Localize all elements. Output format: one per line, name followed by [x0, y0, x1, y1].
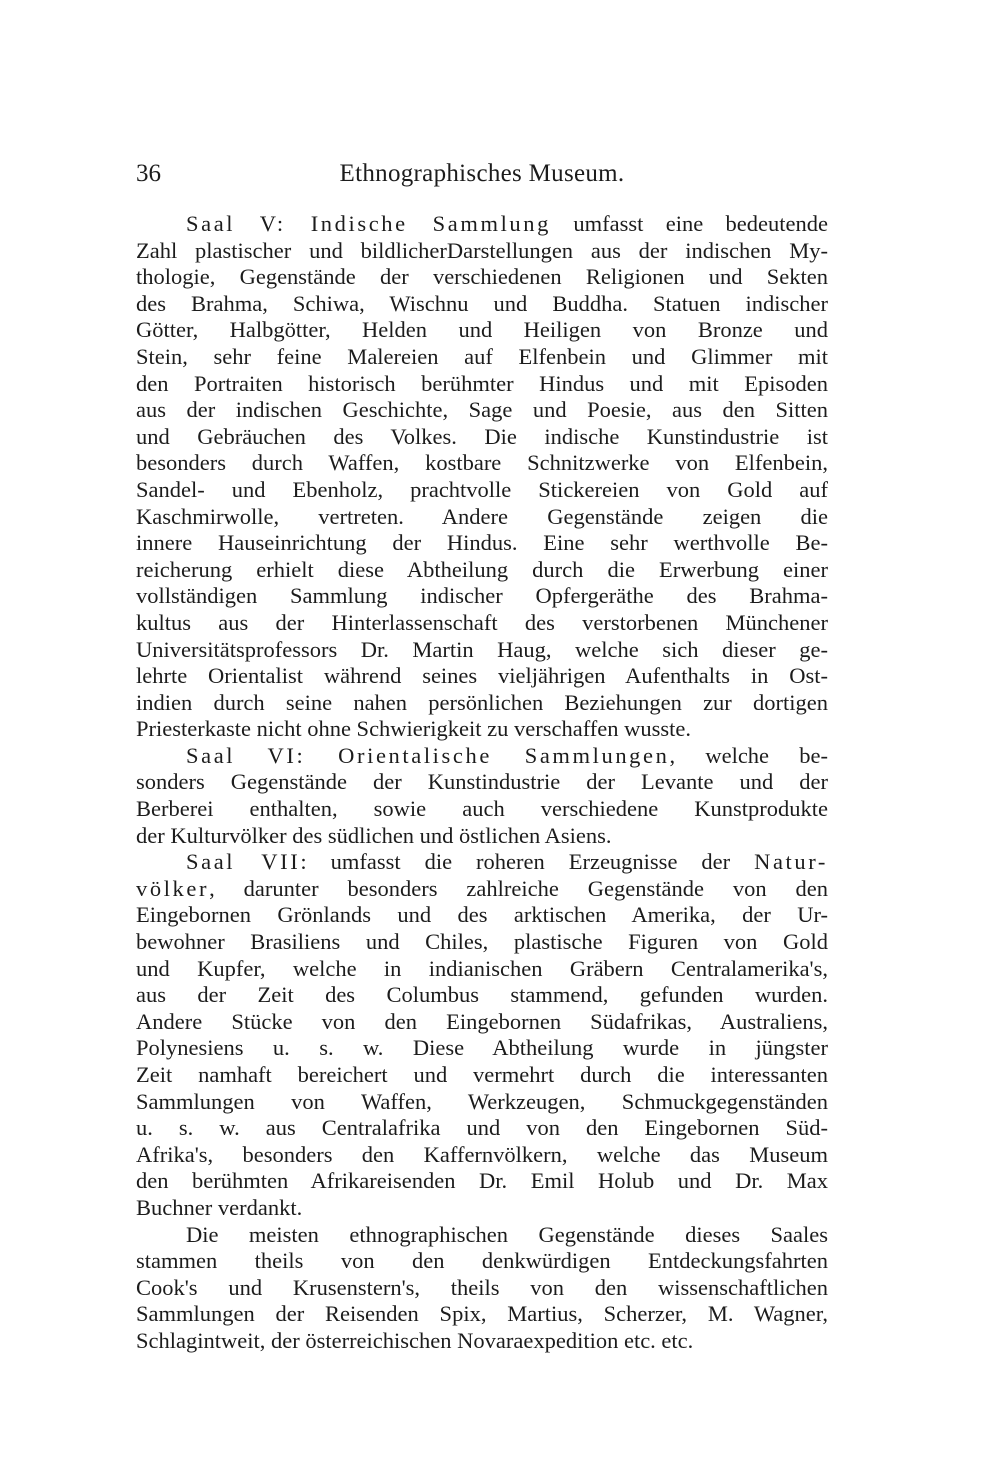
line-text: vollständigen Sammlung indischer Opfergeräthe des Brahma- [136, 583, 828, 609]
text-line [136, 1062, 828, 1089]
line-text: Eingebornen Grönlands und des arktischen Amerika, der Ur- [136, 902, 828, 928]
line-text: den Portraiten historisch berühmter Hindus und mit Episoden [136, 370, 828, 396]
line-text: u. s. w. aus Centralafrika und von den Eingebornen Süd- [136, 1115, 828, 1141]
text-line [136, 583, 828, 610]
text-line [136, 1301, 828, 1328]
text-line [136, 823, 828, 850]
text-line [136, 211, 828, 238]
text-line [136, 929, 828, 956]
text-line [136, 1328, 828, 1355]
line-text: aus der Zeit des Columbus stammend, gefunden wurden. [136, 982, 828, 1008]
text-line [136, 424, 828, 451]
text-line [136, 1222, 828, 1249]
text-line [136, 1142, 828, 1169]
line-text: lehrte Orientalist während seines vieljährigen Aufenthalts in Ost- [136, 663, 828, 689]
line-text: Stein, sehr feine Malereien auf Elfenbein und Glimmer mit [136, 343, 828, 369]
line-text: Schlagintweit, der österreichischen Novaraexpedition etc. etc. [136, 1327, 694, 1353]
line-text: Sammlungen von Waffen, Werkzeugen, Schmuckgegenständen [136, 1088, 828, 1114]
line-text: stammen theils von den denkwürdigen Entdeckungsfahrten [136, 1248, 828, 1274]
line-text: kultus aus der Hinterlassenschaft des verstorbenen Münchener [136, 609, 828, 635]
line-text: besonders durch Waffen, kostbare Schnitzwerke von Elfenbein, [136, 450, 828, 476]
running-title: Ethnographisches Museum. [339, 160, 625, 187]
line-text: Götter, Halbgötter, Helden und Heiligen von Bronze und [136, 317, 828, 343]
line-text: innere Hauseinrichtung der Hindus. Eine sehr werthvolle Be- [136, 530, 828, 556]
text-line [136, 610, 828, 637]
spaced-heading: völker [136, 875, 210, 901]
text-line [136, 876, 828, 903]
line-text: aus der indischen Geschichte, Sage und Poesie, aus den Sitten [136, 397, 828, 423]
text-line [136, 238, 828, 265]
line-text: Sandel- und Ebenholz, prachtvolle Stickereien von Gold auf [136, 476, 828, 502]
line-text: umfasst eine bedeutende [550, 211, 828, 236]
spaced-heading: Saal V: Indische Sammlung [186, 211, 551, 236]
text-line [136, 530, 828, 557]
text-line [136, 504, 828, 531]
text-line [136, 663, 828, 690]
line-text: bewohner Brasiliens und Chiles, plastische Figuren von Gold [136, 929, 828, 955]
text-line [136, 397, 828, 424]
text-line [136, 264, 828, 291]
line-text: des Brahma, Schiwa, Wischnu und Buddha. Statuen indischer [136, 290, 828, 316]
line-text: den berühmten Afrikareisenden Dr. Emil Holub und Dr. Max [136, 1168, 828, 1194]
text-line [136, 716, 828, 743]
paragraph [136, 211, 828, 743]
line-text: Afrika's, besonders den Kaffernvölkern, welche das Museum [136, 1141, 828, 1167]
line-text: sonders Gegenstände der Kunstindustrie der Levante und der [136, 769, 828, 795]
line-text: reicherung erhielt diese Abtheilung durch die Erwerbung einer [136, 556, 828, 582]
line-text: thologie, Gegenstände der verschiedenen Religionen und Sekten [136, 264, 828, 290]
text-line [136, 769, 828, 796]
line-text: Zahl plastischer und bildlicherDarstellungen aus der indischen My- [136, 237, 828, 263]
spaced-heading: Saal VII [186, 849, 301, 875]
text-line [136, 450, 828, 477]
spaced-heading: Natur- [754, 849, 828, 875]
spaced-heading: Saal VI: Orientalische Sammlungen [186, 742, 670, 768]
text-line [136, 796, 828, 823]
line-text: , darunter besonders zahlreiche Gegenstände von den [209, 875, 828, 901]
line-text: und Gebräuchen des Volkes. Die indische Kunstindustrie ist [136, 423, 828, 449]
text-line [136, 1248, 828, 1275]
page-header [136, 156, 828, 192]
page-number: 36 [136, 160, 161, 187]
text-line [136, 956, 828, 983]
line-text: , welche be- [669, 742, 828, 768]
line-text: Buchner verdankt. [136, 1194, 303, 1220]
text-line [136, 902, 828, 929]
line-text: Andere Stücke von den Eingebornen Südafrikas, Australiens, [136, 1008, 828, 1034]
text-line [136, 1195, 828, 1222]
text-line [136, 1035, 828, 1062]
line-text: Die meisten ethnographischen Gegenstände dieses Saales [186, 1221, 828, 1247]
line-text: Universitätsprofessors Dr. Martin Haug, welche sich dieser ge- [136, 636, 828, 662]
line-text: Cook's und Krusenstern's, theils von den wissenschaftlichen [136, 1274, 828, 1300]
text-line [136, 982, 828, 1009]
text-line [136, 344, 828, 371]
text-line [136, 1009, 828, 1036]
text-line [136, 1168, 828, 1195]
text-line [136, 1115, 828, 1142]
text-line [136, 637, 828, 664]
line-text: Kaschmirwolle, vertreten. Andere Gegenstände zeigen die [136, 503, 828, 529]
paragraph [136, 743, 828, 849]
text-line [136, 1275, 828, 1302]
text-line [136, 849, 828, 876]
line-text: indien durch seine nahen persönlichen Beziehungen zur dortigen [136, 689, 828, 715]
paragraph [136, 849, 828, 1221]
text-line [136, 743, 828, 770]
line-text: Sammlungen der Reisenden Spix, Martius, Scherzer, M. Wagner, [136, 1301, 828, 1327]
text-line [136, 690, 828, 717]
text-line [136, 477, 828, 504]
text-line [136, 291, 828, 318]
line-text: und Kupfer, welche in indianischen Gräbern Centralamerika's, [136, 955, 828, 981]
line-text: der Kulturvölker des südlichen und östlichen Asiens. [136, 822, 612, 848]
line-text: Berberei enthalten, sowie auch verschiedene Kunstprodukte [136, 796, 828, 822]
line-text: Priesterkaste nicht ohne Schwierigkeit zu verschaffen wusste. [136, 716, 692, 742]
line-text: Polynesiens u. s. w. Diese Abtheilung wurde in jüngster [136, 1035, 828, 1061]
text-line [136, 317, 828, 344]
paragraph [136, 1222, 828, 1355]
body-text [136, 211, 828, 1355]
text-line [136, 1089, 828, 1116]
line-text: Zeit namhaft bereichert und vermehrt durch die interessanten [136, 1062, 828, 1087]
line-text: : umfasst die roheren Erzeugnisse der [300, 849, 755, 875]
text-line [136, 371, 828, 398]
text-line [136, 557, 828, 584]
